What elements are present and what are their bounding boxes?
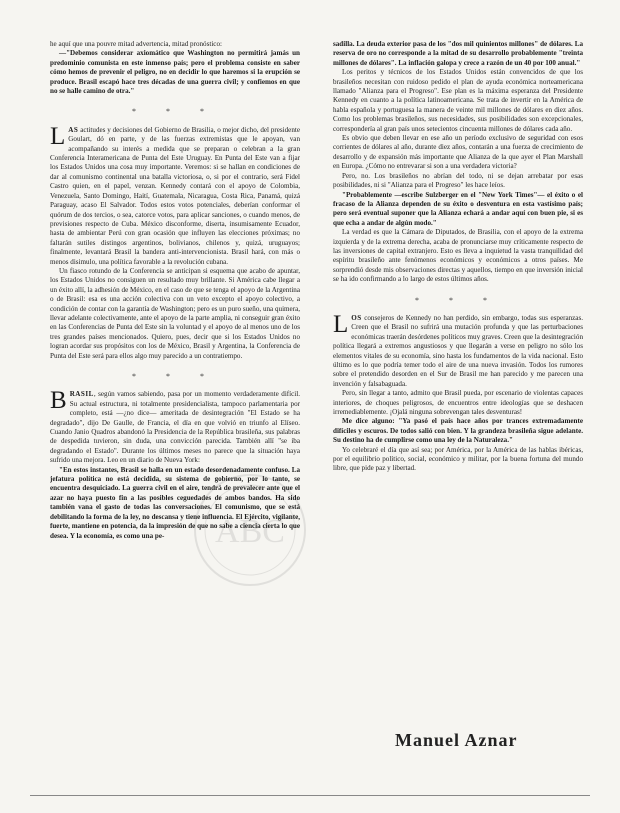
section-separator: * * *	[415, 295, 501, 305]
bottom-rule	[30, 795, 590, 796]
article-paragraph: Un fiasco rotundo de la Conferencia se anticipan si esquema que acabo de apuntar, los Estados Unidos no consiguen un resultado muy brillante. Si América cabe llegar a un éxito allí, la adhesión de México, en el caso de que se tenga el apoyo de la Argentina o de Brasil: esa es una acción colectiva con un veto excepto el apoyo colectivo, a condición de contar con la garantía de Washington; pero es un puro sueño, una quimera, llevar adelante colectivamente, ante el apoyo de la parte amplia, ni conseguir gran éxito en las Conferencias de Punta del Este sin la voluntad y el apoyo de al menos uno de los tres grandes países mencionados. Quiero, pues, decir que si los Estados Unidos no logran acordar sus propósitos con los de México, Brasil y Argentina, la Conferencia de Punta del Este será para ellos algo muy parecido a un contratiempo.	[50, 266, 300, 360]
drop-cap: L	[50, 122, 66, 150]
abc-watermark-icon	[190, 470, 310, 590]
article-paragraph: Es obvio que deben llevar en ese año un período exclusivo de seguridad con esos corrientes de dólares al año, durante diez años, contarán a una fuerza de crecimiento de desarrollo y de expansión más importante que Alianza de la que ayer el Plan Marshall en Europa. ¿Cómo no entrevarar si son a una verdadera victoria?	[333, 134, 583, 171]
author-signature: Manuel Aznar	[395, 730, 518, 750]
paragraph-text: actitudes y decisiones del Gobierno de Brasilia, o mejor dicho, del presidente Goulart, dó en parte, y de las fuerzas extremistas que le apoyan, van acompañando su interés a medida que se preparan o celebran a la gran Conferencia Interamericana de Punta del Este Uruguay. En Punta del Este van a fijar los Estados Unidos una cosa muy importante. Veremos: si se hallan en condiciones de dar al comunismo continental una batalla victoriosa, o, si por el contrario, será Fidel Castro quien, en el papel, venzan. Kennedy contará con el apoyo de Colombia, Venezuela, Santo Domingo, Haití, Guatemala, Nicaragua, Costa Rica, Panamá, quizá Paraguay, acaso El Salvador. Todos estos votos potenciales, deberían conformar el quórum de dos tercios, o sea, catorce votos, para aplicar sanciones, o cuando menos, de previsiones respecto de Cuba. México disconforme, diserta, insumisamente Ecuador, hasta de ambientar Perú con gran ocasión que influyen las elecciones próximas; no faltarán sutiles distingos argentinos, bolivianos, chilenos y, quizá, uruguayos; finalmente, levantará Brasil la bandera anti-intervencionista. Brasil hará, con más o menos disimulo, una política favorable a la revolución cubana.	[50, 125, 300, 266]
drop-cap: L	[333, 310, 349, 338]
section-separator: * * *	[132, 107, 218, 117]
article-paragraph: Pero, no. Los brasileños no abrían del todo, ni se dejan arrebatar por esas posibilidades, ni si "Alianza para el Progreso" les hace leíos.	[333, 171, 583, 190]
quote-paragraph: "En estos instantes, Brasil se halla en un estado desordenadamente confuso. La jefatura política no está decidida, su sistema de gobierno, por lo tanto, se encuentra desquiciado. La guerra civil en el aire, tendrá de prevalecer ante que el azar no haya puesto fin a las posibles ceguedades de ambos bandos. Ha sido también vana el gasto de todas las conversaciones. El comunismo, que se está debilitando la forma de la ley, no descansa y tiene influencia. El Ejército, vigilante, fuerte, mantiene en potencia, da la impresión de que no sabe a ciencia cierta lo que desea. Y la economía, es como una pe-	[50, 465, 300, 540]
drop-word: AS	[68, 125, 79, 134]
paragraph-text: consejeros de Kennedy no han perdido, sin embargo, todas sus esperanzas. Creen que el Brasil no sufrirá una mutación profunda y que las perturbaciones económicas traerán desórdenes políticos muy graves. Creen que la desintegración política llegará a extremos angustiosos y que llegarán a verse en peligro no sólo los elementos vitales de su economía, sino hasta los fundamentos de la vida nacional. Esto último es lo que podría temer todo el aire de una nueva invasión. Todos los rumores sobre el pretendido desorden en el Sur de Brasil me han parecido y me parecen una invención y falsabaguada.	[333, 313, 583, 388]
article-paragraph	[50, 122, 300, 267]
paragraph-text: , según vamos sabiendo, pasa por un momento verdaderamente difícil. Su actual estructura, ni totalmente presidencialista, tampoco parlamentaria por completo, está —¿no dice— ameritada de desintegración "El Estado se ha degradado", dijo De Gaulle, de Francia, el día en que volvió en triunfo al Elíseo. Cuando Janio Quadros abandonó la Presidencia de la República brasileña, sus palabras de despedida tuvieron, sin duda, una convicción parecida. También allí "se iba degradando el Estado". Durante los últimos meses no parece que la situación haya sufrido una mejora. Leo en un diario de Nueva York:	[50, 390, 300, 465]
article-paragraph: La verdad es que la Cámara de Diputados, de Brasilia, con el apoyo de la extrema izquierda y de la extrema derecha, acaba de pronunciarse muy críticamente respecto de las inversiones de capital extranjero. Esto es lleva a inquietud la vasta tranquilidad del espíritu brasileño ante fenómenos económicos y económicos a otros países. Me sorprendió desde mis observaciones directas y aquellos, tiempo en que inversión inicial se ha ido confirmando a lo largo de estos últimos años.	[333, 228, 583, 284]
watermark-text: ABC	[215, 513, 285, 550]
article-paragraph: Pero, sin llegar a tanto, admito que Brasil pueda, por escenario de violentas capaces interiores, de choques peligrosos, de encuentros entre ideologías que se deshacen irremediablemente. ¡Ojalá ninguna sobrevengan tales desventuras!	[333, 389, 583, 417]
article-paragraph	[333, 310, 583, 389]
quote-paragraph: —"Debemos considerar axiomático que Washington no permitirá jamás un predominio comunista en este inmenso país; pero el problema consiste en saber cómo hemos de prevenir el peligro, no en decidir lo que haremos si la erupción se produce. Brasil escapó hace tres décadas de una guerra civil; y confiemos en que no se halle camino de otra."	[50, 49, 300, 96]
drop-word: RASIL	[69, 390, 94, 399]
article-paragraph: Los peritos y técnicos de los Estados Unidos están convencidos de que los brasileños necesitan con ruidoso pedido el plan de ayuda económica norteamericana llamado "Alianza para el Progreso". Ese plan es la máxima esperanza del Presidente Kennedy en cuanto a la política latinoamericana. Se trata de invertir en la América de habla española y portuguesa la manera de veinte mil millones de dólares en diez años. Como los problemas brasileños, sus necesidades, sus posibilidades son excepcionales, correspondería al gran país unos setecientos cincuenta millones de dólares cada año.	[333, 68, 583, 133]
section-separator: * * *	[132, 372, 218, 381]
right-column	[333, 40, 583, 730]
quote-paragraph: "Probablemente —escribe Sulzberger en el "New York Times"— el éxito o el fracaso de la Alianza dependen de su éxito o desventura en esta vastísimo país; pero será eventual suponer que la Alianza echará a andar aquí con buen pie, si es que echa a andar de algún modo."	[333, 190, 583, 227]
quote-paragraph: Me dice alguno: "Ya pasó el país hace años por trances extremadamente difíciles y escuros. De todos salió con bien. Y la grandeza brasileña sigue adelante. Su destino ha de cumplirse como una ley de la Naturaleza."	[333, 417, 583, 445]
drop-word: OS	[351, 313, 362, 322]
intro-text: he aquí que una pouvre mitad advertencia, mitad pronóstico:	[50, 40, 222, 48]
left-column	[50, 40, 300, 788]
article-paragraph	[50, 387, 300, 465]
drop-cap: B	[50, 387, 67, 415]
article-paragraph: Yo celebraré el día que así sea; por América, por la América de las hablas ibéricas, por el equilibrio político, social, económico y militar, por la buena fortuna del mundo libre, que pide paz y libertad.	[333, 445, 583, 473]
quote-paragraph: sadilla. La deuda exterior pasa de los "dos mil quinientos millones" de dólares. La reserva de oro no corresponde a la mitad de su desarrollo probablemente "treinta millones de dólares". La inflación galopa y crece a razón de un 40 por 100 anual."	[333, 40, 583, 67]
